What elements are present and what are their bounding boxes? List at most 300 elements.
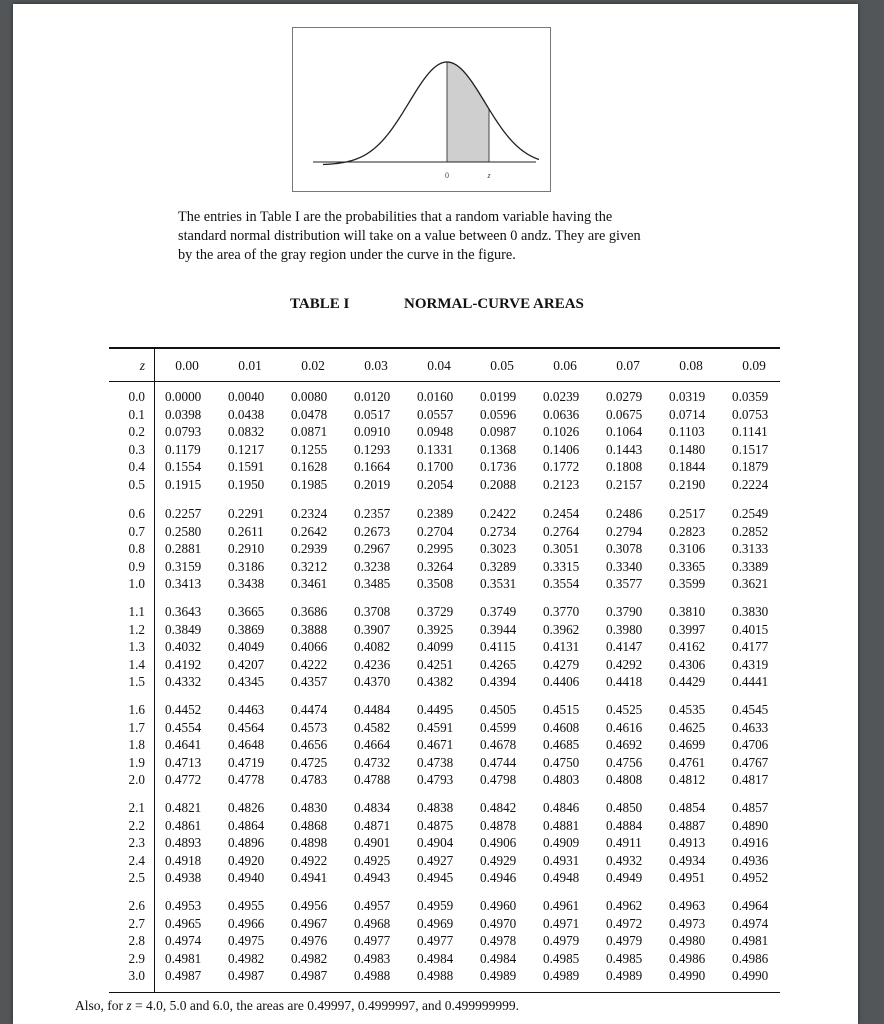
table-cell: 0.4977 — [354, 933, 391, 948]
table-cell: 0.4941 — [291, 870, 328, 885]
table-cell: 0.2967 — [354, 541, 391, 556]
table-cell: 0.4706 — [732, 737, 769, 752]
z-value: 2.5 — [128, 870, 145, 885]
z-value: 0.1 — [128, 406, 145, 422]
table-cell: 0.4830 — [291, 800, 328, 815]
table-cell: 0.4772 — [165, 772, 202, 787]
z-value: 1.4 — [128, 656, 145, 672]
table-cell: 0.4162 — [669, 639, 706, 654]
table-cell: 0.4798 — [480, 772, 517, 787]
z-value: 1.7 — [128, 719, 145, 735]
table-cell: 0.4940 — [228, 870, 265, 885]
table-cell: 0.2673 — [354, 523, 391, 539]
table-cell: 0.4989 — [606, 968, 643, 983]
table-cell: 0.1331 — [417, 441, 454, 457]
table-cell: 0.1179 — [165, 441, 201, 457]
table-cell: 0.3238 — [354, 558, 391, 574]
table-cell: 0.4960 — [480, 898, 517, 913]
column-header: 0.06 — [553, 358, 577, 373]
table-cell: 0.4982 — [291, 950, 328, 966]
table-cell: 0.2734 — [480, 523, 517, 539]
table-cell: 0.4177 — [732, 639, 769, 654]
table-cell: 0.4750 — [543, 754, 580, 770]
table-row — [109, 459, 780, 477]
table-cell: 0.4934 — [669, 852, 706, 868]
table-cell: 0.4990 — [669, 968, 706, 983]
table-row — [109, 442, 780, 460]
table-cell: 0.4953 — [165, 898, 202, 913]
table-cell: 0.0596 — [480, 406, 517, 422]
table-cell: 0.4505 — [480, 702, 517, 717]
table-cell: 0.3289 — [480, 558, 517, 574]
table-cell: 0.4978 — [480, 933, 517, 948]
zero-label: 0 — [445, 171, 449, 180]
table-cell: 0.4382 — [417, 674, 454, 689]
table-cell: 0.4015 — [732, 621, 769, 637]
table-cell: 0.3599 — [669, 576, 706, 591]
table-cell: 0.2852 — [732, 523, 769, 539]
table-cell: 0.2088 — [480, 476, 517, 492]
table-cell: 0.1443 — [606, 441, 643, 457]
table-cell: 0.4265 — [480, 656, 517, 672]
table-cell: 0.1368 — [480, 441, 517, 457]
table-cell: 0.4938 — [165, 870, 202, 885]
table-cell: 0.0987 — [480, 424, 517, 439]
row-group — [109, 604, 780, 692]
table-cell: 0.3962 — [543, 621, 580, 637]
table-cell: 0.4292 — [606, 656, 643, 672]
table-cell: 0.4732 — [354, 754, 391, 770]
table-cell: 0.0793 — [165, 424, 202, 439]
table-cell: 0.4032 — [165, 639, 202, 654]
table-cell: 0.3485 — [354, 576, 391, 591]
table-cell: 0.4959 — [417, 898, 454, 913]
table-cell: 0.4545 — [732, 702, 769, 717]
table-cell: 0.4633 — [732, 719, 769, 735]
table-cell: 0.3051 — [543, 541, 580, 556]
table-row — [109, 657, 780, 675]
table-cell: 0.2995 — [417, 541, 454, 556]
table-cell: 0.4868 — [291, 817, 328, 833]
table-cell: 0.3508 — [417, 576, 454, 591]
table-cell: 0.4975 — [228, 933, 265, 948]
table-row — [109, 818, 780, 836]
table-cell: 0.4525 — [606, 702, 643, 717]
row-group — [109, 800, 780, 888]
table-cell: 0.2794 — [606, 523, 643, 539]
table-cell: 0.4394 — [480, 674, 517, 689]
table-cell: 0.4850 — [606, 800, 643, 815]
column-header: 0.09 — [742, 358, 766, 373]
z-value: 0.0 — [128, 389, 145, 404]
table-cell: 0.0438 — [228, 406, 265, 422]
table-cell: 0.4971 — [543, 915, 580, 931]
table-cell: 0.4678 — [480, 737, 517, 752]
z-value: 3.0 — [128, 968, 145, 983]
table-cell: 0.2517 — [669, 506, 706, 521]
table-cell: 0.3133 — [732, 541, 769, 556]
table-cell: 0.1664 — [354, 459, 391, 474]
table-cell: 0.4625 — [669, 719, 706, 735]
table-cell: 0.3925 — [417, 621, 454, 637]
document-page — [13, 4, 858, 1024]
table-row — [109, 835, 780, 853]
table-cell: 0.4913 — [669, 835, 706, 850]
table-cell: 0.1406 — [543, 441, 580, 457]
table-cell: 0.1480 — [669, 441, 706, 457]
table-cell: 0.4916 — [732, 835, 769, 850]
table-cell: 0.4641 — [165, 737, 202, 752]
table-cell: 0.4887 — [669, 817, 706, 833]
z-value: 0.2 — [128, 424, 145, 439]
table-cell: 0.4591 — [417, 719, 454, 735]
table-cell: 0.2157 — [606, 476, 643, 492]
table-cell: 0.2549 — [732, 506, 769, 521]
table-cell: 0.3790 — [606, 604, 643, 619]
table-cell: 0.4842 — [480, 800, 517, 815]
column-header: 0.07 — [616, 358, 640, 373]
z-value: 2.1 — [128, 800, 145, 815]
table-cell: 0.3106 — [669, 541, 706, 556]
table-cell: 0.4854 — [669, 800, 706, 815]
table-cell: 0.1217 — [228, 441, 265, 457]
table-cell: 0.4370 — [354, 674, 391, 689]
table-cell: 0.3869 — [228, 621, 265, 637]
table-header-rule — [109, 381, 780, 382]
table-cell: 0.4332 — [165, 674, 202, 689]
table-cell: 0.3888 — [291, 621, 328, 637]
table-cell: 0.1700 — [417, 459, 454, 474]
table-cell: 0.4838 — [417, 800, 454, 815]
table-cell: 0.4925 — [354, 852, 391, 868]
table-cell: 0.4969 — [417, 915, 454, 931]
table-cell: 0.4911 — [606, 835, 642, 850]
table-row — [109, 916, 780, 934]
table-cell: 0.4861 — [165, 817, 202, 833]
table-cell: 0.4962 — [606, 898, 643, 913]
table-cell: 0.4279 — [543, 656, 580, 672]
table-cell: 0.2123 — [543, 476, 580, 492]
table-cell: 0.1255 — [291, 441, 328, 457]
table-cell: 0.4951 — [669, 870, 706, 885]
table-cell: 0.0160 — [417, 389, 454, 404]
table-cell: 0.4898 — [291, 835, 328, 850]
table-cell: 0.4946 — [480, 870, 517, 885]
table-cell: 0.4956 — [291, 898, 328, 913]
table-cell: 0.4713 — [165, 754, 202, 770]
table-cell: 0.4656 — [291, 737, 328, 752]
table-row — [109, 968, 780, 986]
table-cell: 0.4922 — [291, 852, 328, 868]
table-cell: 0.4970 — [480, 915, 517, 931]
table-cell: 0.4719 — [228, 754, 265, 770]
table-cell: 0.4207 — [228, 656, 265, 672]
table-cell: 0.4871 — [354, 817, 391, 833]
table-cell: 0.4616 — [606, 719, 643, 735]
table-cell: 0.4988 — [354, 968, 391, 983]
table-cell: 0.4608 — [543, 719, 580, 735]
z-value: 1.6 — [128, 702, 145, 717]
table-cell: 0.4972 — [606, 915, 643, 931]
table-cell: 0.4812 — [669, 772, 706, 787]
table-row — [109, 424, 780, 442]
column-header: 0.02 — [301, 358, 325, 373]
table-cell: 0.4981 — [732, 933, 769, 948]
table-row — [109, 622, 780, 640]
table-row — [109, 407, 780, 425]
table-cell: 0.1915 — [165, 476, 202, 492]
table-cell: 0.4976 — [291, 933, 328, 948]
table-row — [109, 541, 780, 559]
table-cell: 0.4535 — [669, 702, 706, 717]
table-cell: 0.4345 — [228, 674, 265, 689]
table-cell: 0.4985 — [543, 950, 580, 966]
table-cell: 0.4236 — [354, 656, 391, 672]
table-cell: 0.4981 — [165, 950, 202, 966]
z-value: 2.4 — [128, 852, 145, 868]
table-row — [109, 559, 780, 577]
table-cell: 0.1879 — [732, 459, 769, 474]
footnote-text: = 4.0, 5.0 and 6.0, the areas are 0.49997, 0.4999997, and 0.499999999. — [131, 998, 520, 1013]
table-cell: 0.4990 — [732, 968, 769, 983]
footnote-prefix: Also, for — [75, 998, 127, 1013]
table-cell: 0.4564 — [228, 719, 265, 735]
table-cell: 0.4989 — [543, 968, 580, 983]
table-cell: 0.1141 — [732, 424, 768, 439]
table-cell: 0.4515 — [543, 702, 580, 717]
table-cell: 0.4904 — [417, 835, 454, 850]
table-cell: 0.0871 — [291, 424, 328, 439]
z-label: z — [487, 171, 491, 180]
table-row — [109, 576, 780, 594]
z-value: 1.5 — [128, 674, 145, 689]
table-row — [109, 898, 780, 916]
table-cell: 0.0636 — [543, 406, 580, 422]
table-cell: 0.4599 — [480, 719, 517, 735]
table-row — [109, 524, 780, 542]
table-cell: 0.4418 — [606, 674, 643, 689]
footnote-z: z — [126, 998, 132, 1013]
column-header: 0.03 — [364, 358, 388, 373]
table-cell: 0.3770 — [543, 604, 580, 619]
table-cell: 0.2291 — [228, 506, 265, 521]
table-cell: 0.2454 — [543, 506, 580, 521]
table-cell: 0.4948 — [543, 870, 580, 885]
table-cell: 0.4901 — [354, 835, 391, 850]
table-cell: 0.4936 — [732, 852, 769, 868]
z-value: 0.8 — [128, 541, 145, 556]
table-cell: 0.3264 — [417, 558, 454, 574]
table-cell: 0.4147 — [606, 639, 643, 654]
table-row — [109, 772, 780, 790]
intro-text — [178, 208, 718, 264]
table-cell: 0.4808 — [606, 772, 643, 787]
table-cell: 0.2357 — [354, 506, 391, 521]
table-cell: 0.2190 — [669, 476, 706, 492]
table-cell: 0.4115 — [480, 639, 516, 654]
z-value: 2.2 — [128, 817, 145, 833]
table-cell: 0.4983 — [354, 950, 391, 966]
table-cell: 0.4834 — [354, 800, 391, 815]
table-cell: 0.4966 — [228, 915, 265, 931]
table-cell: 0.3577 — [606, 576, 643, 591]
table-cell: 0.4664 — [354, 737, 391, 752]
table-cell: 0.4979 — [606, 933, 643, 948]
table-cell: 0.3531 — [480, 576, 517, 591]
z-value: 1.0 — [128, 576, 145, 591]
z-value: 1.2 — [128, 621, 145, 637]
table-cell: 0.4857 — [732, 800, 769, 815]
table-cell: 0.3708 — [354, 604, 391, 619]
table-cell: 0.1103 — [669, 424, 705, 439]
table-cell: 0.1591 — [228, 459, 265, 474]
z-value: 1.3 — [128, 639, 145, 654]
table-cell: 0.3365 — [669, 558, 706, 574]
table-cell: 0.4429 — [669, 674, 706, 689]
table-cell: 0.0557 — [417, 406, 454, 422]
table-cell: 0.4920 — [228, 852, 265, 868]
table-cell: 0.2642 — [291, 523, 328, 539]
z-value: 0.6 — [128, 506, 145, 521]
table-cell: 0.3849 — [165, 621, 202, 637]
table-cell: 0.4964 — [732, 898, 769, 913]
table-cell: 0.2611 — [228, 523, 264, 539]
table-row — [109, 604, 780, 622]
table-cell: 0.3749 — [480, 604, 517, 619]
column-header: 0.08 — [679, 358, 703, 373]
table-cell: 0.4890 — [732, 817, 769, 833]
table-row — [109, 755, 780, 773]
table-cell: 0.4725 — [291, 754, 328, 770]
z-value: 2.0 — [128, 772, 145, 787]
footnote — [75, 998, 519, 1014]
table-cell: 0.4441 — [732, 674, 769, 689]
table-row — [109, 506, 780, 524]
table-cell: 0.3907 — [354, 621, 391, 637]
table-cell: 0.4984 — [417, 950, 454, 966]
table-cell: 0.4973 — [669, 915, 706, 931]
table-cell: 0.4495 — [417, 702, 454, 717]
table-cell: 0.4803 — [543, 772, 580, 787]
table-cell: 0.4974 — [732, 915, 769, 931]
table-cell: 0.4984 — [480, 950, 517, 966]
table-row — [109, 870, 780, 888]
table-cell: 0.3665 — [228, 604, 265, 619]
table-cell: 0.3980 — [606, 621, 643, 637]
table-cell: 0.1064 — [606, 424, 643, 439]
table-row — [109, 720, 780, 738]
normal-curve-svg — [293, 28, 552, 193]
table-cell: 0.1517 — [732, 441, 769, 457]
z-value: 2.8 — [128, 933, 145, 948]
table-row — [109, 933, 780, 951]
table-cell: 0.0948 — [417, 424, 454, 439]
table-cell: 0.4980 — [669, 933, 706, 948]
table-cell: 0.0120 — [354, 389, 391, 404]
table-cell: 0.4049 — [228, 639, 265, 654]
table-cell: 0.4989 — [480, 968, 517, 983]
table-cell: 0.4671 — [417, 737, 454, 752]
table-cell: 0.0319 — [669, 389, 706, 404]
table-cell: 0.4699 — [669, 737, 706, 752]
table-cell: 0.1772 — [543, 459, 580, 474]
table-cell: 0.1808 — [606, 459, 643, 474]
z-value: 2.6 — [128, 898, 145, 913]
column-header: 0.05 — [490, 358, 514, 373]
table-cell: 0.0832 — [228, 424, 265, 439]
z-value: 1.9 — [128, 754, 145, 770]
table-cell: 0.4927 — [417, 852, 454, 868]
table-cell: 0.4881 — [543, 817, 580, 833]
table-cell: 0.4357 — [291, 674, 328, 689]
table-row — [109, 702, 780, 720]
table-cell: 0.4987 — [291, 968, 328, 983]
table-cell: 0.4986 — [732, 950, 769, 966]
table-cell: 0.4554 — [165, 719, 202, 735]
table-cell: 0.4949 — [606, 870, 643, 885]
table-cell: 0.4767 — [732, 754, 769, 770]
table-cell: 0.3621 — [732, 576, 769, 591]
table-cell: 0.1985 — [291, 476, 328, 492]
table-cell: 0.4761 — [669, 754, 706, 770]
table-top-rule — [109, 347, 780, 349]
bell-curve — [323, 62, 539, 165]
table-cell: 0.1293 — [354, 441, 391, 457]
z-column-header: z — [139, 358, 145, 373]
table-cell: 0.4987 — [165, 968, 202, 983]
table-cell: 0.3023 — [480, 541, 517, 556]
table-cell: 0.2910 — [228, 541, 265, 556]
table-cell: 0.4963 — [669, 898, 706, 913]
table-bottom-rule — [109, 992, 780, 993]
table-cell: 0.4875 — [417, 817, 454, 833]
table-cell: 0.4452 — [165, 702, 202, 717]
table-cell: 0.4192 — [165, 656, 202, 672]
table-row — [109, 477, 780, 495]
table-cell: 0.4974 — [165, 933, 202, 948]
table-cell: 0.4222 — [291, 656, 328, 672]
table-cell: 0.4957 — [354, 898, 391, 913]
table-cell: 0.4793 — [417, 772, 454, 787]
table-cell: 0.1554 — [165, 459, 202, 474]
table-cell: 0.2257 — [165, 506, 202, 521]
table-cell: 0.4744 — [480, 754, 517, 770]
table-cell: 0.4685 — [543, 737, 580, 752]
table-cell: 0.0000 — [165, 389, 202, 404]
table-row — [109, 853, 780, 871]
table-cell: 0.4864 — [228, 817, 265, 833]
table-cell: 0.4931 — [543, 852, 580, 868]
table-cell: 0.4573 — [291, 719, 328, 735]
table-cell: 0.4955 — [228, 898, 265, 913]
row-group — [109, 389, 780, 494]
table-cell: 0.3315 — [543, 558, 580, 574]
table-cell: 0.4778 — [228, 772, 265, 787]
table-cell: 0.4988 — [417, 968, 454, 983]
table-cell: 0.4306 — [669, 656, 706, 672]
table-cell: 0.3729 — [417, 604, 454, 619]
table-cell: 0.2939 — [291, 541, 328, 556]
table-cell: 0.0040 — [228, 389, 265, 404]
table-cell: 0.4961 — [543, 898, 580, 913]
table-cell: 0.3554 — [543, 576, 580, 591]
z-value: 0.4 — [128, 459, 145, 474]
z-value: 2.7 — [128, 915, 145, 931]
row-group — [109, 702, 780, 790]
table-cell: 0.4066 — [291, 639, 328, 654]
table-cell: 0.3186 — [228, 558, 265, 574]
table-caption: NORMAL-CURVE AREAS — [404, 296, 584, 312]
